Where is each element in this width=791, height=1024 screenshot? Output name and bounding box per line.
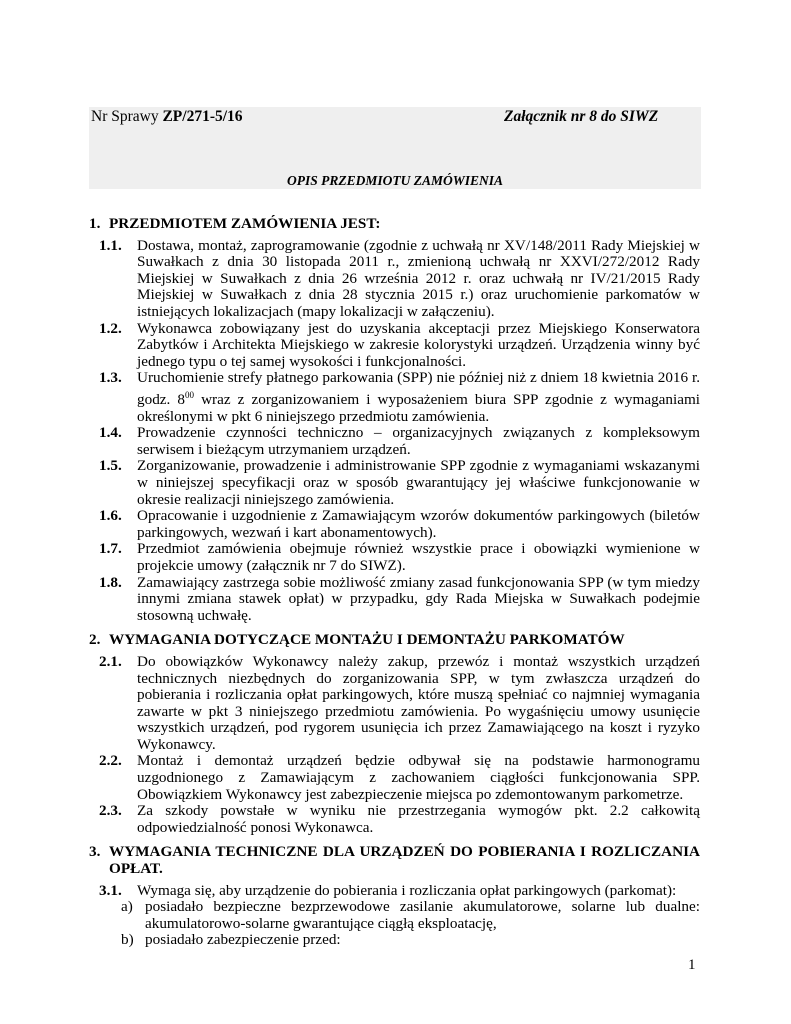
- time-superscript: 00: [185, 389, 194, 400]
- section-number: 3.: [89, 843, 101, 861]
- section-title: WYMAGANIA TECHNICZNE DLA URZĄDZEŃ DO POBIERANIA I ROZLICZANIA OPŁAT.: [109, 843, 700, 878]
- list-item: [99, 883, 700, 900]
- document-title: OPIS PRZEDMIOTU ZAMÓWIENIA: [286, 173, 504, 188]
- case-number: [91, 108, 243, 126]
- item-text-part: wraz z zorganizowaniem i wyposażeniem biura SPP zgodnie z wymaganiami określonymi w pkt 6 niniejszego przedmiotu zamówienia.: [137, 391, 700, 425]
- item-text: Przedmiot zamówienia obejmuje również wszystkie prace i obowiązki wymienione w projekcie umowy (załącznik nr 7 do SIWZ).: [137, 540, 700, 574]
- item-text: Dostawa, montaż, zaprogramowanie (zgodnie z uchwałą nr XV/148/2011 Rady Miejskiej w Suwałkach z dnia 30 listopada 2011 r., zmienioną uchwałą nr XXVI/272/2012 Rady Miejskiej w Suwałkach z dnia 26 września 2012 r. oraz uchwałą nr IV/21/2015 Rady Miejskiej w Suwałkach z dnia 28 stycznia 2015 r.) oraz uruchomienie parkomatów w istniejących lokalizacjach (mapy lokalizacji w załączeniu).: [137, 236, 700, 320]
- item-text: Za szkody powstałe w wyniku nie przestrzegania wymogów pkt. 2.2 całkowitą odpowiedzialność ponosi Wykonawca.: [137, 802, 700, 836]
- list-item: [99, 458, 700, 508]
- item-text: Zamawiający zastrzega sobie możliwość zmiany zasad funkcjonowania SPP (w tym miedzy innymi zmiana stawek opłat) w przypadku, gdy Rada Miejska w Suwałkach podejmie stosowną uchwałę.: [137, 573, 700, 624]
- item-number: 1.2.: [99, 319, 122, 337]
- item-number: 1.7.: [99, 540, 122, 558]
- item-number: 1.4.: [99, 424, 122, 442]
- item-number: 1.1.: [99, 236, 122, 254]
- section-heading: [89, 216, 700, 233]
- list-item: [99, 753, 700, 803]
- subitem-text: posiadało zabezpieczenie przed:: [145, 931, 341, 949]
- item-number: 1.6.: [99, 507, 122, 525]
- section-number: 2.: [89, 631, 101, 649]
- item-text: Zorganizowanie, prowadzenie i administrowanie SPP zgodnie z wymaganiami wskazanymi w niniejszej specyfikacji oraz w sposób gwarantujący jej właściwe funkcjonowanie w okresie realizacji niniejszego zamówienia.: [137, 457, 700, 508]
- section-title: PRZEDMIOTEM ZAMÓWIENIA JEST:: [109, 215, 381, 232]
- section-title: WYMAGANIA DOTYCZĄCE MONTAŻU I DEMONTAŻU PARKOMATÓW: [109, 631, 625, 649]
- list-item: [99, 541, 700, 574]
- item-text: Wykonawca zobowiązany jest do uzyskania akceptacji przez Miejskiego Konserwatora Zabytków i Architekta Miejskiego w zakresie kolorystyki urządzeń. Urządzenia winny być jednego typu o tej samej wysokości i funkcjonalności.: [137, 319, 700, 370]
- item-text: Do obowiązków Wykonawcy należy zakup, przewóz i montaż wszystkich urządzeń technicznych niezbędnych do zorganizowania SPP, w tym zwłaszcza urządzeń do pobierania i rozliczania opłat parkingowych, które muszą spełniać co najmniej wymagania zawarte w pkt 3 niniejszego przedmiotu zamówienia. Po wygaśnięciu umowy usunięcie wszystkich urządzeń, pod rygorem usunięcia ich przez Zamawiającego na koszt i ryzyko Wykonawcy.: [137, 652, 700, 753]
- item-text: Opracowanie i uzgodnienie z Zamawiającym wzorów dokumentów parkingowych (biletów parkingowych, wezwań i kart abonamentowych).: [137, 507, 700, 541]
- sub-list-item: [121, 932, 700, 949]
- item-text: Montaż i demontaż urządzeń będzie odbywał się na podstawie harmonogramu uzgodnionego z Zamawiającym z zachowaniem ciągłości funkcjonowania SPP. Obowiązkiem Wykonawcy jest zabezpieczenie miejsca po zdemontowanym parkometrze.: [137, 752, 700, 803]
- list-item: [99, 508, 700, 541]
- item-text: Prowadzenie czynności techniczno – organizacyjnych związanych z kompleksowym serwisem i bieżącym utrzymaniem urządzeń.: [137, 424, 700, 458]
- document-body: [89, 216, 700, 949]
- item-number: 2.1.: [99, 652, 122, 670]
- section-heading: [89, 632, 700, 649]
- item-number: 1.8.: [99, 573, 122, 591]
- item-number: 1.3.: [99, 369, 122, 387]
- list-item: [99, 803, 700, 836]
- page-number: 1: [688, 957, 696, 973]
- list-item: [99, 425, 700, 458]
- subitem-letter: a): [121, 898, 133, 916]
- attachment-label: Załącznik nr 8 do SIWZ: [504, 108, 659, 125]
- subitem-text: posiadało bezpieczne bezprzewodowe zasilanie akumulatorowe, solarne lub dualne: akumulatorowo-solarne gwarantujące ciągłą eksploatację,: [145, 898, 700, 932]
- list-item: [99, 575, 700, 625]
- item-text: Wymaga się, aby urządzenie do pobierania i rozliczania opłat parkingowych (parkomat):: [137, 881, 677, 899]
- subitem-letter: b): [121, 931, 134, 949]
- item-text-part: Uruchomienie strefy płatnego parkowania (SPP) nie później niż z dniem 18 kwietnia 2016 r. godz. 8: [137, 369, 700, 408]
- item-number: 2.2.: [99, 752, 122, 770]
- item-number: 3.1.: [99, 881, 122, 899]
- case-number-value: ZP/271-5/16: [162, 108, 243, 125]
- case-label: Nr Sprawy: [91, 108, 159, 125]
- list-item: [99, 654, 700, 754]
- item-number: 2.3.: [99, 802, 122, 820]
- list-item: [99, 238, 700, 321]
- item-text: [137, 370, 700, 425]
- section-number: 1.: [89, 215, 101, 232]
- item-number: 1.5.: [99, 457, 122, 475]
- document-header: [89, 107, 701, 189]
- list-item: [99, 370, 700, 425]
- section-heading: [89, 844, 700, 877]
- sub-list-item: [121, 899, 700, 932]
- list-item: [99, 321, 700, 371]
